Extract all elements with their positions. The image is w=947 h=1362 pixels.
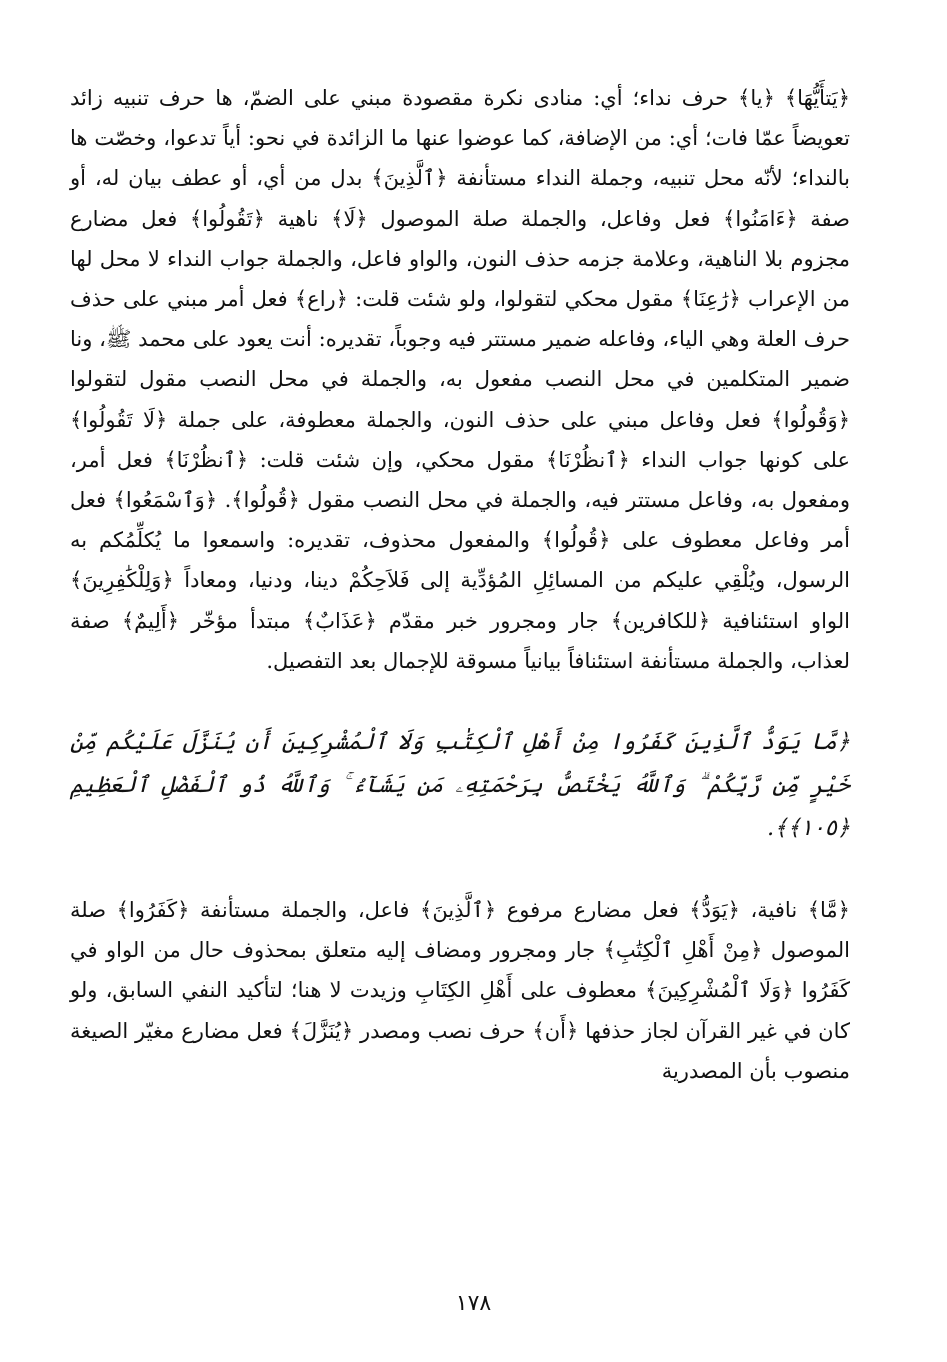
- quran-verse: ﴿مَّا يَوَدُّ ٱلَّذِينَ كَفَرُوا مِنْ أَهْلِ ٱلْكِتَٰبِ وَلَا ٱلْمُشْرِكِينَ أَن يُنَزَّلَ عَلَيْكُم مِّنْ خَيْرٍ مِّن رَّبِّكُمْ ۗ وَٱللَّهُ يَخْتَصُّ بِرَحْمَتِهِۦ مَن يَشَآءُ ۚ وَٱللَّهُ ذُو ٱلْفَضْلِ ٱلْعَظِيمِ ﴿١٠٥﴾﴾.: [70, 729, 850, 842]
- page-body: [70, 78, 850, 1091]
- commentary-paragraph: ﴿يَتأَيُّهَا﴾ ﴿يا﴾ حرف نداء؛ أي: منادى نكرة مقصودة مبني على الضمّ، ها حرف تنبيه زائد تعويضاً عمّا فات؛ أي: من الإضافة، كما عوضوا عنها ما الزائدة في نحو: أياً تدعوا، وخصّت ها بالنداء؛ لأنّه محل تنبيه، وجملة النداء مستأنفة ﴿ٱلَّذِينَ﴾ بدل من أي، أو عطف بيان له، أو صفة ﴿ءَامَنُوا﴾ فعل وفاعل، والجملة صلة الموصول ﴿لَا﴾ ناهية ﴿تَقُولُوا﴾ فعل مضارع مجزوم بلا الناهية، وعلامة جزمه حذف النون، والواو فاعل، والجملة جواب النداء لا محل لها من الإعراب ﴿رَٰعِنَا﴾ مقول محكي لتقولوا، ولو شئت قلت: ﴿راع﴾ فعل أمر مبني على حذف حرف العلة وهي الياء، وفاعله ضمير مستتر فيه وجوباً، تقديره: أنت يعود على محمد ﷺ، ونا ضمير المتكلمين في محل النصب مفعول به، والجملة في محل النصب مقول لتقولوا ﴿وَقُولُوا﴾ فعل وفاعل مبني على حذف النون، والجملة معطوفة، على جملة ﴿لَا تَقُولُوا﴾ على كونها جواب النداء ﴿ٱنظُرْنَا﴾ مقول محكي، وإن شئت قلت: ﴿ٱنظُرْنَا﴾ فعل أمر، ومفعول به، وفاعل مستتر فيه، والجملة في محل النصب مقول ﴿قُولُوا﴾. ﴿وَٱسْمَعُوا﴾ فعل أمر وفاعل معطوف على ﴿قُولُوا﴾ والمفعول محذوف، تقديره: واسمعوا ما يُكلِّمُكم به الرسول، ويُلْقِي عليكم من المسائِلِ المُؤدِّية إلى فَلاَحِكُمْ دينا، ودنيا، ومعاداً ﴿وَلِلْكَٰفِرِينَ﴾ الواو استئنافية ﴿للكافرين﴾ جار ومجرور خبر مقدّم ﴿عَذَابٌ﴾ مبتدأ مؤخّر ﴿أَلِيمٌ﴾ صفة لعذاب، والجملة مستأنفة استئنافاً بيانياً مسوقة للإجمال بعد التفصيل.: [70, 86, 850, 673]
- commentary-paragraph-2: ﴿مَّا﴾ نافية، ﴿يَوَدُّ﴾ فعل مضارع مرفوع ﴿ٱلَّذِينَ﴾ فاعل، والجملة مستأنفة ﴿كَفَرُوا﴾ صلة الموصول ﴿مِنْ أَهْلِ ٱلْكِتَٰبِ﴾ جار ومجرور ومضاف إليه متعلق بمحذوف حال من الواو في كَفَرُوا ﴿وَلَا ٱلْمُشْرِكِينَ﴾ معطوف على أَهْلِ الكِتَابِ وزيدت لا هنا؛ لتأكيد النفي السابق، ولو كان في غير القرآن لجاز حذفها ﴿أَن﴾ حرف نصب ومصدر ﴿يُنَزَّلَ﴾ فعل مضارع مغيّر الصيغة منصوب بأن المصدرية: [70, 898, 850, 1083]
- page-number: ١٧٨: [455, 1291, 492, 1316]
